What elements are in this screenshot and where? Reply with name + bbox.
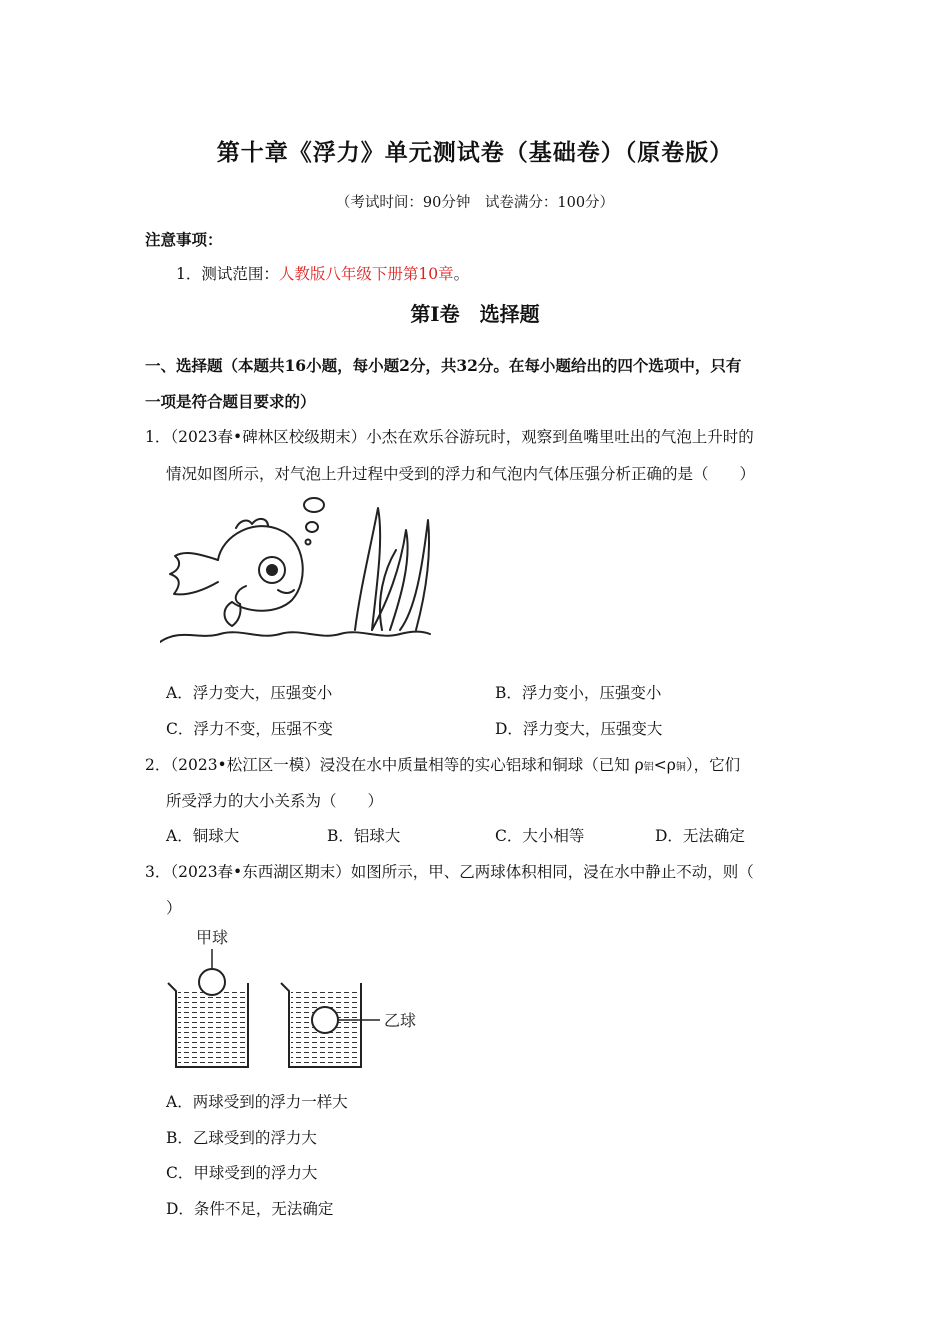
seabed (160, 632, 430, 642)
q2-option-a[interactable]: A．铜球大 (166, 827, 240, 845)
beakers-figure (160, 925, 430, 1075)
rho-cu-subscript: 铜 (675, 762, 686, 773)
q3-option-c[interactable]: C．甲球受到的浮力大 (166, 1164, 318, 1182)
label-yi: 乙球 (384, 1011, 417, 1030)
q2-option-d[interactable]: D．无法确定 (655, 827, 745, 845)
q3-option-d[interactable]: D．条件不足，无法确定 (166, 1200, 334, 1218)
rho-al-symbol: ρ (634, 756, 644, 774)
question-3-line2: ） (166, 899, 182, 917)
ball-yi (312, 1007, 338, 1033)
test-scope: 人教版八年级下册第10章 (278, 265, 454, 283)
exam-info: （考试时间：90分钟 试卷满分：100分） (335, 195, 615, 211)
question-3-line1: 3．（2023春•东西湖区期末）如图所示，甲、乙两球体积相同，浸在水中静止不动，则（ (145, 863, 754, 881)
fish-body (218, 526, 303, 611)
fish-tail (170, 553, 218, 594)
page-title: 第十章《浮力》单元测试卷（基础卷）（原卷版） (216, 139, 734, 166)
question-2-line1-tail: ），它们 (685, 756, 741, 774)
fish-mouth (278, 590, 294, 593)
q3-option-b[interactable]: B．乙球受到的浮力大 (166, 1129, 317, 1147)
question-2-line1 (145, 753, 740, 775)
beaker-left (168, 983, 248, 1067)
q2-option-c[interactable]: C．大小相等 (495, 827, 585, 845)
q1-option-b[interactable]: B．浮力变小，压强变小 (495, 684, 662, 702)
q2-option-b[interactable]: B．铝球大 (327, 827, 401, 845)
notice-item-1-suffix: 。 (453, 265, 470, 283)
less-than-symbol: < (653, 756, 667, 774)
q3-option-a[interactable]: A．两球受到的浮力一样大 (166, 1093, 348, 1111)
bubble-medium (306, 522, 318, 532)
part1-heading-line1: 一、选择题（本题共16小题，每小题2分，共32分。在每小题给出的四个选项中，只有 (145, 356, 742, 375)
question-1-line2: 情况如图所示，对气泡上升过程中受到的浮力和气泡内气体压强分析正确的是（ ） (166, 465, 756, 483)
rho-cu-symbol: ρ (666, 756, 676, 774)
seaweed-1 (355, 508, 380, 630)
label-jia: 甲球 (196, 928, 229, 947)
section-title: 第Ⅰ卷 选择题 (410, 302, 540, 326)
fish-bubble-figure (160, 490, 450, 650)
bubble-large (304, 498, 324, 512)
question-2-line1-text: 2．（2023•松江区一模）浸没在水中质量相等的实心铝球和铜球（已知 (145, 756, 630, 774)
notice-item-1-prefix: 1．测试范围： (176, 265, 279, 283)
rho-al-subscript: 铝 (643, 762, 654, 773)
q1-option-d[interactable]: D．浮力变大，压强变大 (495, 720, 663, 738)
q1-option-c[interactable]: C．浮力不变，压强不变 (166, 720, 333, 738)
part1-heading-line2: 一项是符合题目要求的） (145, 392, 316, 411)
q1-option-a[interactable]: A．浮力变大，压强变小 (166, 684, 333, 702)
question-2-line2: 所受浮力的大小关系为（ ） (166, 792, 384, 810)
notice-heading: 注意事项： (145, 230, 223, 249)
ball-jia (199, 969, 225, 995)
bubble-small (306, 540, 311, 545)
question-1-line1: 1．（2023春•碑林区校级期末）小杰在欢乐谷游玩时，观察到鱼嘴里吐出的气泡上升时的 (145, 428, 754, 446)
notice-item-1 (176, 262, 469, 284)
